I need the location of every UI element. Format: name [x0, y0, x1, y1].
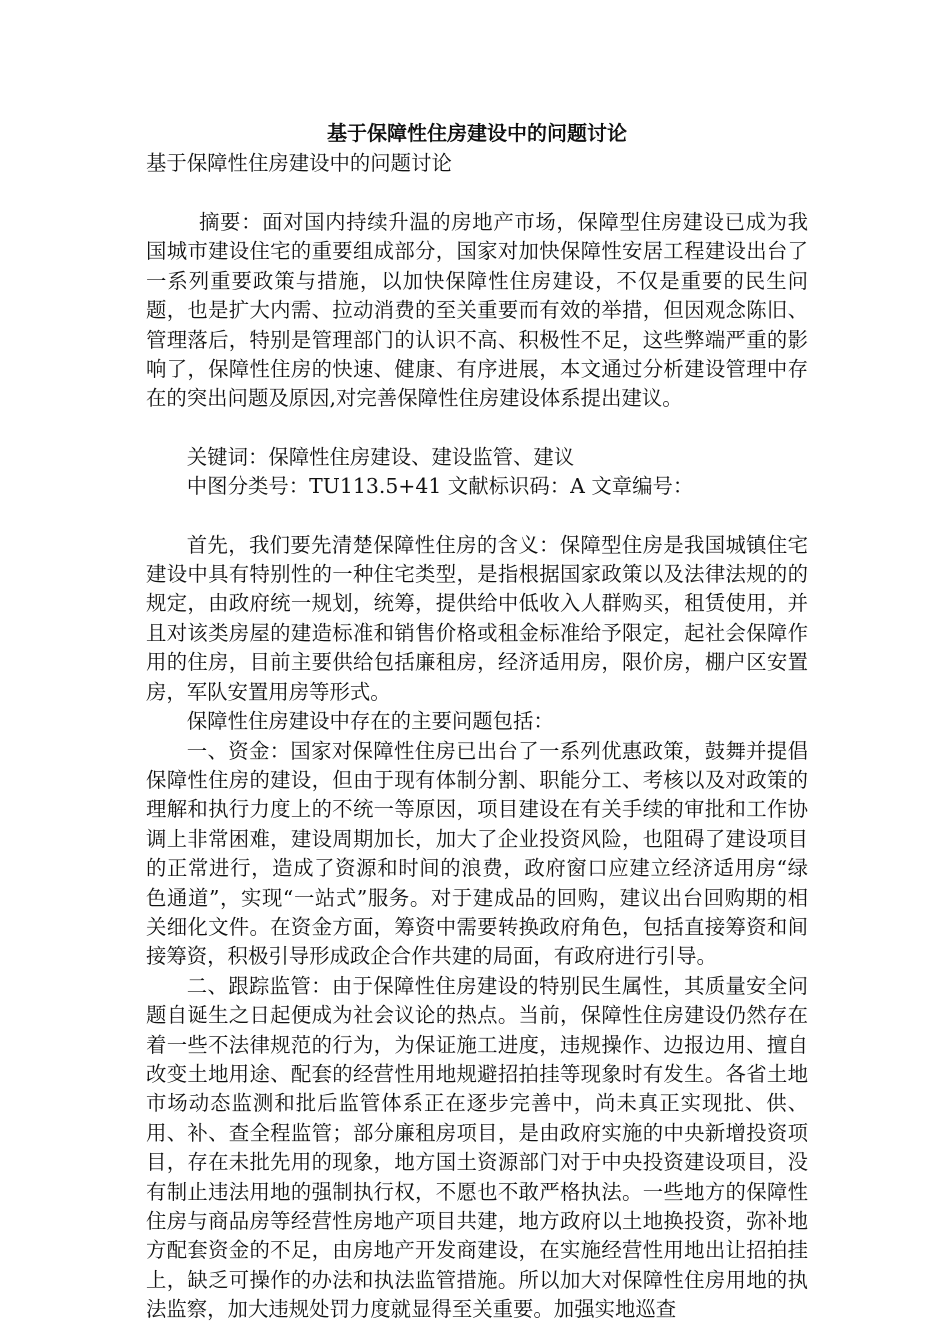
- spacer: [146, 502, 808, 531]
- spacer: [146, 178, 808, 208]
- spacer: [146, 414, 808, 443]
- document-subtitle: 基于保障性住房建设中的问题讨论: [146, 151, 452, 175]
- body-paragraph: 保障性住房建设中存在的主要问题包括：: [186, 709, 554, 734]
- classification-line: 中图分类号：TU113.5+41 文献标识码：A 文章编号：: [186, 474, 694, 499]
- body-paragraph: 一、资金：国家对保障性住房已出台了一系列优惠政策，鼓舞并提倡保障性住房的建设，但由于现有体制分割、职能分工、考核以及对政策的理解和执行力度上的不统一等原因，项目建设在有关手续的审批和工作协调上非常困难，建设周期加长，加大了企业投资风险，也阻碍了建设项目的正常进行，造成了资源和时间的浪费，政府窗口应建立经济适用房“绿色通道”，实现“一站式”服务。对于建成品的回购，建议出台回购期的相关细化文件。在资金方面，筹资中需要转换政府角色，包括直接筹资和间接筹资，积极引导形成政企合作共建的局面，有政府进行引导。: [146, 738, 808, 969]
- body-paragraph: 首先，我们要先清楚保障性住房的含义：保障型住房是我国城镇住宅建设中具有特别性的一种住宅类型，是指根据国家政策以及法律法规的的规定，由政府统一规划，统筹，提供给中低收入人群购买，租赁使用，并且对该类房屋的建造标准和销售价格或租金标准给予限定，起社会保障作用的住房，目前主要供给包括廉租房，经济适用房，限价房，棚户区安置房，军队安置用房等形式。: [146, 532, 808, 704]
- document-title: 基于保障性住房建设中的问题讨论: [327, 121, 627, 145]
- body-paragraph: 二、跟踪监管：由于保障性住房建设的特别民生属性，其质量安全问题自诞生之日起便成为社会议论的热点。当前，保障性住房建设仍然存在着一些不法律规范的行为，为保证施工进度，违规操作、边报边用、擅自改变土地用途、配套的经营性用地规避招拍挂等现象时有发生。各省土地市场动态监测和批后监管体系正在逐步完善中，尚未真正实现批、供、用、补、查全程监管；部分廉租房项目，是由政府实施的中央新增投资项目，存在未批先用的现象，地方国土资源部门对于中央投资建设项目，没有制止违法用地的强制执行权，不愿也不敢严格执法。一些地方的保障性住房与商品房等经营性房地产项目共建，地方政府以土地换投资，弥补地方配套资金的不足，由房地产开发商建设，在实施经营性用地出让招拍挂上，缺乏可操作的办法和执法监管措施。所以加大对保障性住房用地的执法监察，加大违规处罚力度就显得至关重要。加强实地巡查: [146, 973, 808, 1322]
- keywords-line: 关键词：保障性住房建设、建设监管、建议: [186, 444, 575, 469]
- abstract-paragraph: 摘要：面对国内持续升温的房地产市场，保障型住房建设已成为我国城市建设住宅的重要组成部分，国家对加快保障性安居工程建设出台了一系列重要政策与措施，以加快保障性住房建设，不仅是重要的民生问题，也是扩大内需、拉动消费的至关重要而有效的举措，但因观念陈旧、管理落后，特别是管理部门的认识不高、积极性不足，这些弊端严重的影响了，保障性住房的快速、健康、有序进展，本文通过分析建设管理中存在的突出问题及原因,对完善保障性住房建设体系提出建议。: [146, 210, 808, 411]
- document-page: [146, 118, 808, 1325]
